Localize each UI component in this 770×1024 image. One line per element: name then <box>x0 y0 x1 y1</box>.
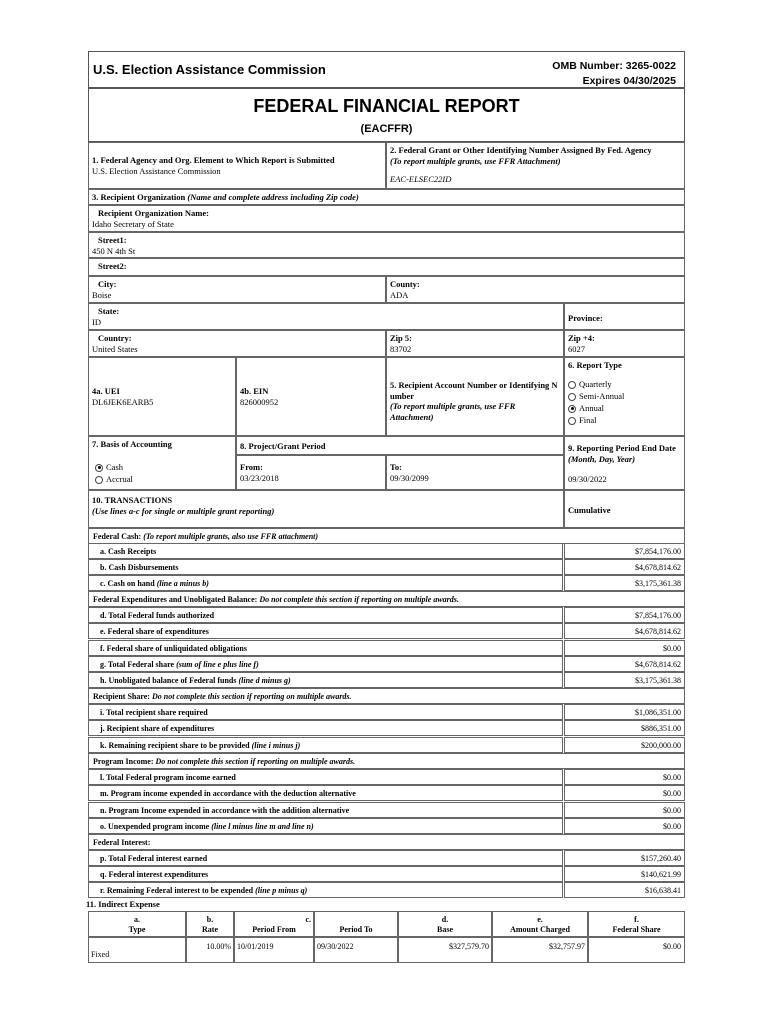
radio-annual[interactable] <box>568 405 576 413</box>
text: Federal Share <box>612 925 661 934</box>
form-title: FEDERAL FINANCIAL REPORT <box>253 96 520 116</box>
section-federal-interest <box>88 834 685 850</box>
text: b. Cash Disbursements <box>100 563 179 572</box>
radio-accrual[interactable] <box>95 476 103 484</box>
text: f. Federal share of unliquidated obligations <box>100 644 247 653</box>
text: Base <box>437 925 453 934</box>
form-title-box <box>88 88 685 142</box>
text: j. Recipient share of expenditures <box>100 724 215 733</box>
line-value: $4,678,814.62 <box>564 656 685 672</box>
zip5-label: Zip 5: <box>390 333 412 343</box>
zip4-label: Zip +4: <box>568 333 595 343</box>
street2-label: Street2: <box>98 261 127 271</box>
line-q <box>88 866 685 882</box>
line-d <box>88 607 685 623</box>
line-label <box>88 818 563 834</box>
ie-header-rate <box>186 911 234 937</box>
box-1-value: U.S. Election Assistance Commission <box>92 165 221 176</box>
cumulative-label: Cumulative <box>568 505 611 515</box>
period-to-box <box>386 455 564 490</box>
state-box <box>88 303 564 330</box>
box-3-label: 3. Recipient Organization <box>92 192 186 202</box>
box-5-note: (To report multiple grants, use FFR Attachment) <box>390 401 516 422</box>
text: Do not complete this section if reporting on multiple awards. <box>155 757 356 766</box>
line-label <box>88 672 563 688</box>
section-program-income <box>88 753 685 769</box>
line-g <box>88 656 685 672</box>
country-box <box>88 330 386 357</box>
period-from-box <box>236 455 386 490</box>
ie-header-fed-share <box>588 911 685 937</box>
uei-value: DL6JEK6EARB5 <box>92 396 154 407</box>
period-to-value: 09/30/2099 <box>390 472 429 483</box>
text: (line d minus g) <box>238 676 291 685</box>
text: Do not complete this section if reporting on multiple awards. <box>259 595 459 604</box>
period-from-label: From: <box>240 462 263 472</box>
line-label <box>88 559 563 575</box>
radio-semi-annual[interactable] <box>568 393 576 401</box>
recipient-name-label: Recipient Organization Name: <box>98 208 209 218</box>
report-type-label: 6. Report Type <box>568 360 622 370</box>
line-label <box>88 704 563 720</box>
city-box <box>88 276 386 303</box>
street2-box <box>88 258 685 276</box>
ein-value: 826000952 <box>240 396 279 407</box>
zip4-value: 6027 <box>568 343 585 354</box>
line-i <box>88 704 685 720</box>
omb-number: OMB Number: 3265-0022 <box>552 60 676 72</box>
ie-base: $327,579.70 <box>398 937 492 963</box>
zip5-box <box>386 330 564 357</box>
line-label <box>88 802 563 818</box>
line-value: $0.00 <box>564 802 685 818</box>
county-label: County: <box>390 279 420 289</box>
ein-label: 4b. EIN <box>240 386 269 396</box>
basis-accrual[interactable]: Accrual <box>92 474 232 486</box>
box-10 <box>88 490 564 528</box>
text: Program Income: <box>93 757 154 766</box>
text: b. <box>206 915 214 924</box>
uei-label: 4a. UEI <box>92 386 120 396</box>
text: l. Total Federal program income earned <box>100 773 236 782</box>
state-value: ID <box>92 316 101 327</box>
end-date-label: 9. Reporting Period End Date <box>568 443 676 453</box>
line-value: $7,854,176.00 <box>564 607 685 623</box>
county-box <box>386 276 685 303</box>
recipient-name: Idaho Secretary of State <box>92 218 174 229</box>
box-3-note: (Name and complete address including Zip code) <box>187 192 359 202</box>
radio-final[interactable] <box>568 417 576 425</box>
box-1 <box>88 142 386 189</box>
line-o <box>88 818 685 834</box>
text: n. Program Income expended in accordance with the addition alternative <box>100 806 350 815</box>
transactions-note: (Use lines a-c for single or multiple grant reporting) <box>92 505 275 516</box>
text: Federal Cash: <box>93 532 142 541</box>
line-label <box>88 882 563 898</box>
period-from-value: 03/23/2018 <box>240 472 279 483</box>
zip5-value: 83702 <box>390 343 412 354</box>
box-5-label-1: 5. Recipient Account Number or Identifying N <box>390 380 558 390</box>
text: o. Unexpended program income <box>100 822 210 831</box>
country-value: United States <box>92 343 138 354</box>
line-e <box>88 623 685 639</box>
text: Federal Interest: <box>93 838 151 847</box>
report-type-annual[interactable]: Annual <box>568 403 681 415</box>
line-label <box>88 656 563 672</box>
state-label: State: <box>98 306 120 316</box>
line-value: $1,086,351.00 <box>564 704 685 720</box>
box-9 <box>564 436 685 490</box>
line-value: $0.00 <box>564 640 685 656</box>
line-value: $886,351.00 <box>564 720 685 736</box>
ie-rate: 10.00% <box>186 937 234 963</box>
line-label <box>88 737 563 753</box>
text: (line a minus b) <box>156 579 209 588</box>
text: Amount Charged <box>510 925 570 934</box>
cumulative-header <box>564 490 685 528</box>
province-label: Province: <box>568 313 603 323</box>
box-4b <box>236 357 386 436</box>
report-type-semi-annual[interactable]: Semi-Annual <box>568 391 681 403</box>
box-2 <box>386 142 685 189</box>
line-value: $3,175,361.38 <box>564 672 685 688</box>
text: Federal Expenditures and Unobligated Balance: <box>93 595 258 604</box>
box-2-note: (To report multiple grants, use FFR Attachment) <box>390 155 561 166</box>
omb-info <box>552 59 676 89</box>
text: (To report multiple grants, also use FFR attachment) <box>143 532 319 541</box>
text: Period To <box>339 925 373 934</box>
city-value: Boise <box>92 289 112 300</box>
text: (sum of line e plus line f) <box>176 660 259 669</box>
line-label <box>88 866 563 882</box>
text: e. Federal share of expenditures <box>100 627 209 636</box>
line-j <box>88 720 685 736</box>
text: (line p minus q) <box>255 886 308 895</box>
recipient-name-box <box>88 205 685 232</box>
text: d. Total Federal funds authorized <box>100 611 215 620</box>
end-date-note: (Month, Day, Year) <box>568 453 636 464</box>
ie-type: Fixed <box>88 937 186 963</box>
form-header <box>88 51 685 88</box>
grant-period-label: 8. Project/Grant Period <box>240 441 326 451</box>
line-a <box>88 543 685 559</box>
zip4-box <box>564 330 685 357</box>
line-value: $7,854,176.00 <box>564 543 685 559</box>
ie-header-base <box>398 911 492 937</box>
city-label: City: <box>98 279 117 289</box>
ie-amount: $32,757.97 <box>492 937 588 963</box>
section-federal-cash <box>88 528 685 544</box>
street1-label: Street1: <box>98 235 127 245</box>
text: (line i minus j) <box>251 741 301 750</box>
basis-label: 7. Basis of Accounting <box>92 439 172 449</box>
line-value: $4,678,814.62 <box>564 623 685 639</box>
text: Period From <box>252 925 296 934</box>
ie-from: 10/01/2019 <box>234 937 314 963</box>
street1-value: 450 N 4th St <box>92 245 136 256</box>
street1-box <box>88 232 685 258</box>
text: k. Remaining recipient share to be provided <box>100 741 250 750</box>
line-f <box>88 640 685 656</box>
line-h <box>88 672 685 688</box>
transactions-label: 10. TRANSACTIONS <box>92 495 173 505</box>
line-label <box>88 575 563 591</box>
text: c. <box>305 915 311 924</box>
line-m <box>88 785 685 801</box>
box-5 <box>386 357 564 436</box>
text: m. Program income expended in accordance with the deduction alternative <box>100 789 356 798</box>
text: d. <box>441 915 449 924</box>
line-p <box>88 850 685 866</box>
section-federal-expenditures <box>88 591 685 607</box>
omb-expires: Expires 04/30/2025 <box>582 75 676 87</box>
province-box <box>564 303 685 330</box>
line-label <box>88 623 563 639</box>
ie-header-period-to <box>314 911 398 937</box>
box-2-value: EAC-ELSEC22ID <box>390 174 452 184</box>
text: r. Remaining Federal interest to be expended <box>100 886 254 895</box>
text: h. Unobligated balance of Federal funds <box>100 676 237 685</box>
box-1-label: 1. Federal Agency and Org. Element to Which Report is Submitted <box>92 155 335 165</box>
agency-name: U.S. Election Assistance Commission <box>93 62 326 77</box>
line-label <box>88 769 563 785</box>
text: a. <box>134 915 140 924</box>
text: c. Cash on hand <box>100 579 155 588</box>
section-recipient-share <box>88 688 685 704</box>
county-value: ADA <box>390 289 409 300</box>
line-value: $16,638.41 <box>564 882 685 898</box>
box-2-label: 2. Federal Grant or Other Identifying Number Assigned By Fed. Agency <box>390 145 652 155</box>
box-8 <box>236 436 564 455</box>
line-label <box>88 607 563 623</box>
line-c <box>88 575 685 591</box>
line-value: $0.00 <box>564 785 685 801</box>
line-r <box>88 882 685 898</box>
line-n <box>88 802 685 818</box>
line-value: $140,621.99 <box>564 866 685 882</box>
line-value: $200,000.00 <box>564 737 685 753</box>
box-6 <box>564 357 685 436</box>
text: Rate <box>202 925 218 934</box>
line-value: $0.00 <box>564 769 685 785</box>
text: Recipient Share: <box>93 692 150 701</box>
form-subtitle: (EACFFR) <box>360 123 413 135</box>
line-label <box>88 640 563 656</box>
line-value: $3,175,361.38 <box>564 575 685 591</box>
end-date-value: 09/30/2022 <box>568 474 607 484</box>
ie-to: 09/30/2022 <box>314 937 398 963</box>
line-k <box>88 737 685 753</box>
text: i. Total recipient share required <box>100 708 208 717</box>
text: Do not complete this section if reporting on multiple awards. <box>151 692 352 701</box>
ie-header-period-from <box>234 911 314 937</box>
line-label <box>88 543 563 559</box>
text: (line l minus line m and line n) <box>211 822 314 831</box>
text: a. Cash Receipts <box>100 547 157 556</box>
report-type-quarterly[interactable]: Quarterly <box>568 379 681 391</box>
text: e. <box>537 915 543 924</box>
box-3 <box>88 189 685 205</box>
line-value: $0.00 <box>564 818 685 834</box>
period-to-label: To: <box>390 462 402 472</box>
ie-fed-share: $0.00 <box>588 937 685 963</box>
radio-quarterly[interactable] <box>568 381 576 389</box>
text: q. Federal interest expenditures <box>100 870 209 879</box>
line-label <box>88 785 563 801</box>
basis-cash[interactable]: Cash <box>92 462 232 474</box>
line-b <box>88 559 685 575</box>
radio-cash[interactable] <box>95 464 103 472</box>
box-5-label-2: umber <box>390 390 415 401</box>
report-type-final[interactable]: Final <box>568 415 681 427</box>
line-l <box>88 769 685 785</box>
box-4a <box>88 357 236 436</box>
country-label: Country: <box>98 333 132 343</box>
text: p. Total Federal interest earned <box>100 854 208 863</box>
line-value: $4,678,814.62 <box>564 559 685 575</box>
ie-header-amount <box>492 911 588 937</box>
indirect-expense-label: 11. Indirect Expense <box>86 899 160 909</box>
line-value: $157,260.40 <box>564 850 685 866</box>
text: g. Total Federal share <box>100 660 175 669</box>
line-label <box>88 720 563 736</box>
ie-header-type <box>88 911 186 937</box>
box-7 <box>88 436 236 490</box>
text: f. <box>634 915 639 924</box>
text: Type <box>128 925 146 934</box>
line-label <box>88 850 563 866</box>
